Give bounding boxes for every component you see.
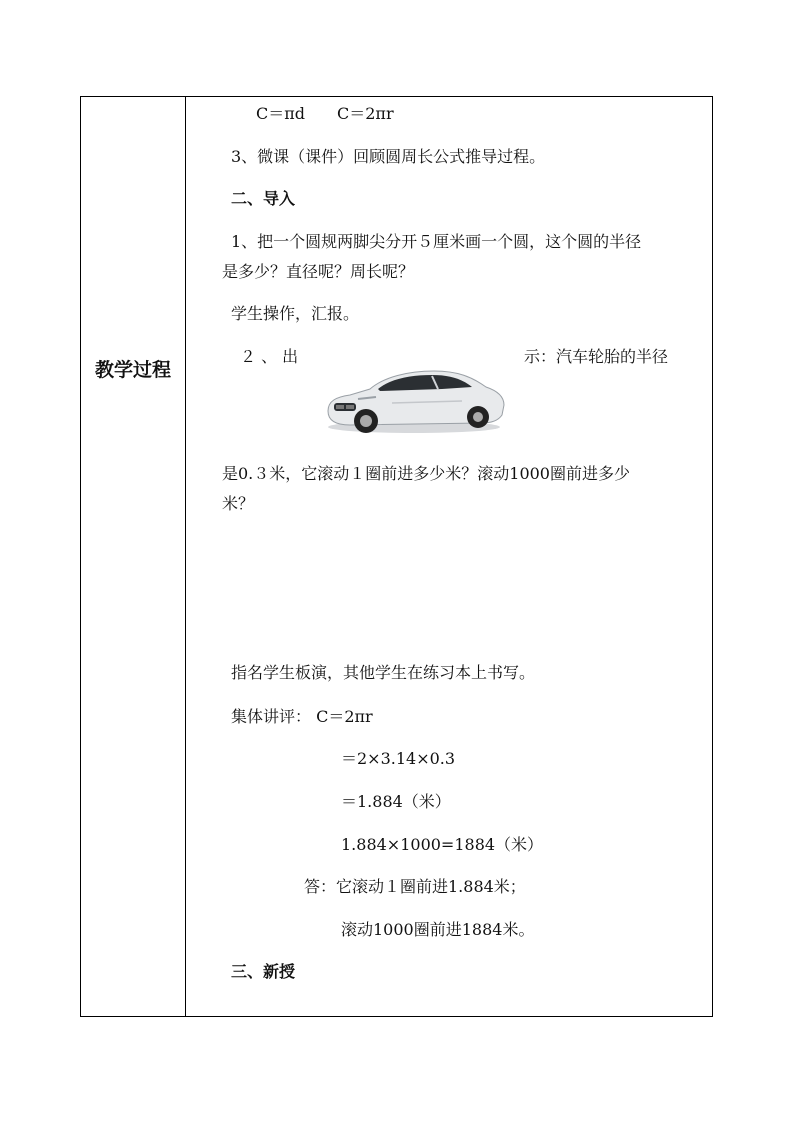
calc-line-2: ＝1.884（米） (341, 792, 451, 811)
question1-line2: 是多少？直径呢？周长呢？ (222, 262, 415, 281)
review-eval-line: 集体讲评： C＝2πr (231, 707, 373, 726)
question2-right: 示：汽车轮胎的半径 (524, 347, 669, 366)
question2-line2: 是0.３米，它滚动１圈前进多少米？滚动1000圈前进多少 (222, 464, 630, 483)
question2-line3: 米？ (222, 494, 255, 513)
question1-line1: 1、把一个圆规两脚尖分开５厘米画一个圆，这个圆的半径 (231, 232, 642, 251)
formula-line: C＝πd C＝2πr (256, 104, 394, 123)
calc-line-3: 1.884×1000=1884（米） (341, 835, 544, 854)
operate-line: 学生操作，汇报。 (231, 304, 360, 323)
car-photo (322, 363, 506, 435)
answer-line-1: 答：它滚动１圈前进1.884米； (304, 877, 526, 896)
section-label: 教学过程 (94, 359, 171, 381)
car-illustration (322, 363, 506, 435)
question2-left: ２ 、 出 (240, 347, 299, 366)
column-divider (185, 97, 186, 1016)
calc-line-1: ＝2×3.14×0.3 (341, 749, 456, 768)
review-line: 3、微课（课件）回顾圆周长公式推导过程。 (231, 147, 546, 166)
section-heading-3: 三、新授 (231, 962, 296, 981)
section-heading-2: 二、导入 (231, 189, 296, 208)
board-line: 指名学生板演，其他学生在练习本上书写。 (231, 663, 536, 682)
answer-line-2: 滚动1000圈前进1884米。 (341, 920, 535, 939)
